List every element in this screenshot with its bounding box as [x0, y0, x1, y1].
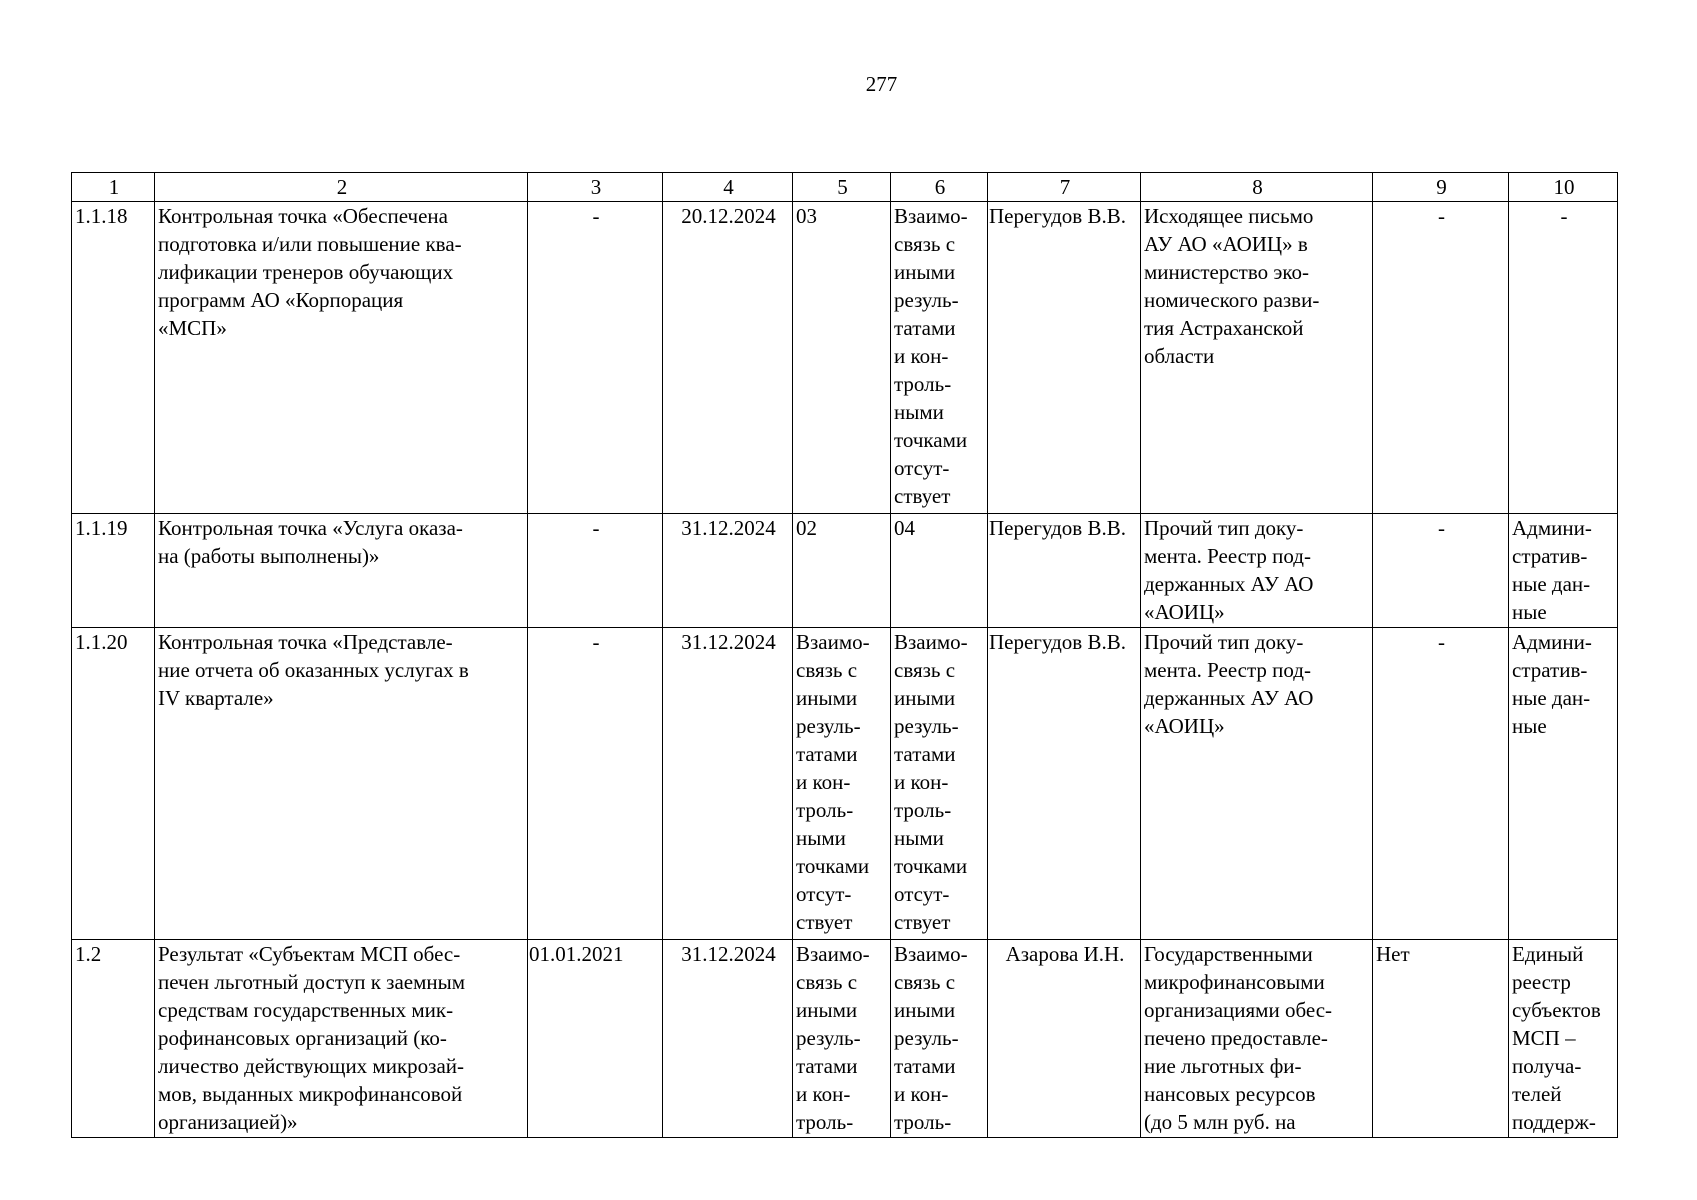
page-number: 277 — [865, 72, 898, 96]
document-type: Исходящее письмо АУ АО «АОИЦ» в министерство эко- номического разви- тия Астраханской области — [1141, 202, 1373, 514]
end-date: 31.12.2024 — [663, 514, 793, 628]
column-number: 10 — [1509, 173, 1618, 202]
predecessors: Взаимо- связь с иными резуль- татами и кон- троль- — [793, 940, 891, 1138]
column-number: 5 — [793, 173, 891, 202]
table-row — [72, 940, 1618, 1138]
information-system: Админи- стратив- ные дан- ные — [1509, 628, 1618, 940]
row-number: 1.1.18 — [72, 202, 155, 514]
information-system: - — [1509, 202, 1618, 514]
document-type: Государственными микрофинансовыми организациями обес- печено предоставле- ние льготных фи- нансовых ресурсов (до 5 млн руб. на — [1141, 940, 1373, 1138]
column-9-value: Нет — [1373, 940, 1509, 1138]
table-row — [72, 202, 1618, 514]
information-system: Единый реестр субъектов МСП – получа- телей поддерж- — [1509, 940, 1618, 1138]
information-system: Админи- стратив- ные дан- ные — [1509, 514, 1618, 628]
responsible-person: Азарова И.Н. — [988, 940, 1141, 1138]
successors: 04 — [891, 514, 988, 628]
column-number: 8 — [1141, 173, 1373, 202]
column-number: 9 — [1373, 173, 1509, 202]
predecessors: Взаимо- связь с иными резуль- татами и кон- троль- ными точками отсут- ствует — [793, 628, 891, 940]
column-number: 4 — [663, 173, 793, 202]
document-type: Прочий тип доку- мента. Реестр под- держанных АУ АО «АОИЦ» — [1141, 514, 1373, 628]
responsible-person: Перегудов В.В. — [988, 514, 1141, 628]
predecessors: 03 — [793, 202, 891, 514]
successors: Взаимо- связь с иными резуль- татами и кон- троль- ными точками отсут- ствует — [891, 202, 988, 514]
document-type: Прочий тип доку- мента. Реестр под- держанных АУ АО «АОИЦ» — [1141, 628, 1373, 940]
column-number: 1 — [72, 173, 155, 202]
end-date: 31.12.2024 — [663, 628, 793, 940]
table-row — [72, 628, 1618, 940]
start-date: - — [528, 514, 663, 628]
column-9-value: - — [1373, 628, 1509, 940]
column-number: 2 — [155, 173, 528, 202]
table-row — [72, 514, 1618, 628]
item-description: Контрольная точка «Услуга оказа- на (работы выполнены)» — [155, 514, 528, 628]
item-description: Контрольная точка «Представле- ние отчета об оказанных услугах в IV квартале» — [155, 628, 528, 940]
end-date: 20.12.2024 — [663, 202, 793, 514]
end-date: 31.12.2024 — [663, 940, 793, 1138]
responsible-person: Перегудов В.В. — [988, 628, 1141, 940]
row-number: 1.2 — [72, 940, 155, 1138]
responsible-person: Перегудов В.В. — [988, 202, 1141, 514]
start-date: - — [528, 628, 663, 940]
column-number: 3 — [528, 173, 663, 202]
successors: Взаимо- связь с иными резуль- татами и кон- троль- — [891, 940, 988, 1138]
item-description: Результат «Субъектам МСП обес- печен льготный доступ к заемным средствам государственных мик- рофинансовых организаций (ко- личество действующих микрозай- мов, выданных микрофинансовой организацией)» — [155, 940, 528, 1138]
document-table — [71, 172, 1618, 1138]
item-description: Контрольная точка «Обеспечена подготовка и/или повышение ква- лификации тренеров обучающих программ АО «Корпорация «МСП» — [155, 202, 528, 514]
predecessors: 02 — [793, 514, 891, 628]
column-9-value: - — [1373, 202, 1509, 514]
column-number: 7 — [988, 173, 1141, 202]
successors: Взаимо- связь с иными резуль- татами и кон- троль- ными точками отсут- ствует — [891, 628, 988, 940]
row-number: 1.1.19 — [72, 514, 155, 628]
start-date: - — [528, 202, 663, 514]
row-number: 1.1.20 — [72, 628, 155, 940]
column-number: 6 — [891, 173, 988, 202]
start-date: 01.01.2021 — [528, 940, 663, 1138]
column-number-row — [72, 173, 1618, 202]
column-9-value: - — [1373, 514, 1509, 628]
